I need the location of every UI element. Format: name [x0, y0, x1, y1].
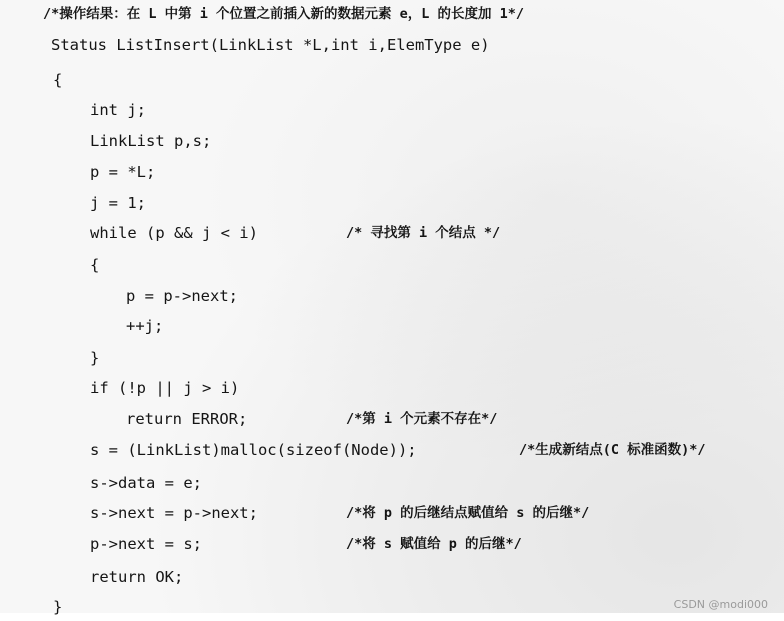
code-line-10: ++j;: [126, 317, 164, 335]
code-line-14: s = (LinkList)malloc(sizeof(Node));: [90, 441, 417, 459]
bottom-border: [0, 613, 784, 621]
code-line-18: return OK;: [90, 568, 184, 586]
code-line-4: LinkList p,s;: [90, 132, 212, 150]
code-line-3: int j;: [90, 101, 146, 119]
code-line-12: if (!p || j > i): [90, 379, 240, 397]
code-line-2: {: [53, 71, 63, 89]
watermark-text: CSDN @modi000: [673, 598, 768, 611]
code-line-15: s->data = e;: [90, 474, 202, 492]
code-line-11: }: [90, 349, 100, 367]
comment-malloc: /*生成新结点(C 标准函数)*/: [519, 442, 706, 458]
code-line-9: p = p->next;: [126, 287, 238, 305]
code-line-6: j = 1;: [90, 194, 146, 212]
code-line-19: }: [53, 598, 63, 616]
comment-while: /* 寻找第 i 个结点 */: [346, 225, 501, 241]
code-line-7: while (p && j < i): [90, 224, 258, 242]
comment-p-next: /*将 s 赋值给 p 的后继*/: [346, 536, 522, 552]
comment-s-next: /*将 p 的后继结点赋值给 s 的后继*/: [346, 505, 590, 521]
header-comment: /*操作结果：在 L 中第 i 个位置之前插入新的数据元素 e，L 的长度加 1*/: [43, 6, 525, 22]
comment-return-error: /*第 i 个元素不存在*/: [346, 411, 498, 427]
code-line-8: {: [90, 256, 100, 274]
code-line-13: return ERROR;: [126, 410, 248, 428]
code-line-16: s->next = p->next;: [90, 504, 258, 522]
code-line-17: p->next = s;: [90, 535, 202, 553]
code-line-1: Status ListInsert(LinkList *L,int i,ElemType e): [51, 36, 490, 54]
code-line-5: p = *L;: [90, 163, 156, 181]
